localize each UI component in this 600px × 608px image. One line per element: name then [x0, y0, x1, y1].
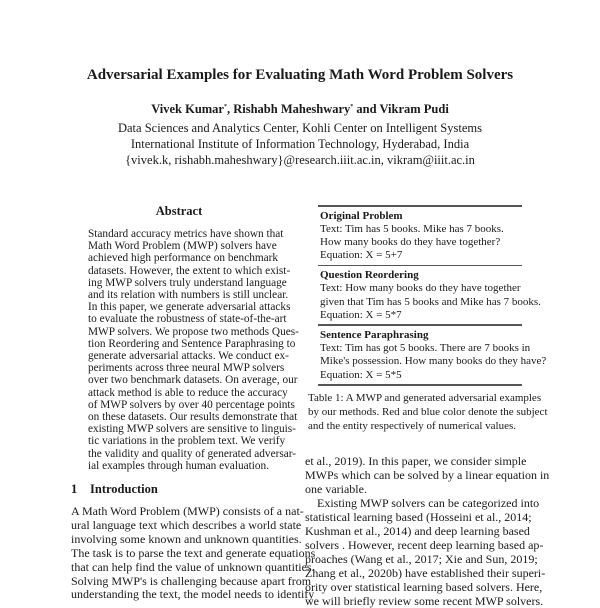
- paragraph-line: Solving MWP's is challenging because apart from: [71, 573, 312, 588]
- paragraph-line: Kushman et al., 2014) and deep learning based: [305, 524, 530, 538]
- introduction-body: [71, 504, 316, 602]
- author-mark: *: [223, 103, 227, 110]
- abstract-line: to evaluate the robustness of state-of-the-art: [88, 313, 287, 326]
- abstract-line: of MWP solvers by over 40 percentage points: [88, 398, 295, 411]
- table-equation: Equation: X = 5*5: [320, 368, 402, 381]
- paragraph-line: proaches (Wang et al., 2017; Xie and Sun, 2019;: [305, 552, 538, 566]
- example-table: [318, 205, 547, 386]
- paragraph-line: Existing MWP solvers can be categorized into: [317, 496, 540, 510]
- paragraph-line: solvers . However, recent deep learning based ap-: [305, 538, 544, 552]
- author-separator: ,: [226, 102, 234, 116]
- table-equation: Equation: X = 5+7: [320, 249, 403, 262]
- abstract-line: the validity and quality of generated adversar-: [88, 447, 297, 460]
- caption-line: and the entity respectively of numerical values.: [308, 420, 517, 432]
- abstract-line: ing MWP solvers truly understand language: [88, 276, 287, 289]
- table-text-line: How many books do they have together?: [320, 236, 501, 249]
- table-text-line: Text: Tim has 5 books. Mike has 7 books.: [320, 222, 504, 235]
- table-section-heading: Sentence Paraphrasing: [320, 328, 429, 341]
- table-rule: [318, 384, 522, 386]
- caption-line: by our methods. Red and blue color denote the subject: [308, 406, 548, 418]
- abstract-heading: Abstract: [155, 204, 203, 218]
- abstract-line: generate adversarial attacks. We conduct ex-: [88, 350, 289, 363]
- author-emails: {vivek.k, rishabh.maheshwary}@research.iiit.ac.in, vikram@iiit.ac.in: [125, 153, 475, 167]
- caption-line: Table 1: A MWP and generated adversarial examples: [308, 392, 542, 404]
- paragraph-line: that can help find the value of unknown quantities.: [71, 559, 315, 574]
- abstract-line: Math Word Problem (MWP) solvers have: [88, 240, 277, 253]
- paragraph-line: ority over statistical learning based solvers. Here,: [305, 580, 543, 594]
- abstract-body: [88, 228, 299, 472]
- right-column-body: [305, 454, 550, 608]
- paragraph-line: The task is to parse the text and generate equations: [71, 545, 316, 560]
- abstract-line: attack method is able to reduce the accuracy: [88, 386, 288, 399]
- abstract-line: In this paper, we generate adversarial attacks: [88, 301, 291, 314]
- abstract-line: tion Reordering and Sentence Paraphrasing to: [88, 337, 296, 350]
- paragraph-line: Zhang et al., 2020b) have established their superi-: [305, 566, 546, 580]
- author-name: Rishabh Maheshwary: [233, 102, 351, 116]
- paragraph-line: et al., 2019). In this paper, we consider simple: [305, 454, 527, 468]
- abstract-line: over two benchmark datasets. On average, our: [88, 374, 298, 387]
- paragraph-line: ural language text which describes a world state: [71, 517, 302, 532]
- paragraph-line: one variable.: [305, 482, 367, 496]
- paragraph-line: A Math Word Problem (MWP) consists of a nat-: [71, 504, 304, 518]
- table-text-line: Text: How many books do they have together: [320, 282, 521, 295]
- abstract-line: MWP solvers. We propose two methods Ques-: [88, 325, 299, 338]
- affiliation-line: International Institute of Information Technology, Hyderabad, India: [130, 137, 470, 151]
- section-heading-introduction: [71, 482, 158, 497]
- table-section: [318, 326, 547, 384]
- table-equation: Equation: X = 5*7: [320, 309, 402, 322]
- paragraph-line: MWPs which can be solved by a linear equation in: [305, 468, 550, 482]
- table-section-heading: Question Reordering: [320, 269, 419, 282]
- author-name: Vivek Kumar: [151, 102, 224, 116]
- paper-title: Adversarial Examples for Evaluating Math Word Problem Solvers: [86, 67, 514, 83]
- author-list: [0, 102, 600, 117]
- table-text-line: given that Tim has 5 books and Mike has 7 books.: [320, 295, 541, 308]
- paragraph-line: statistical learning based (Hosseini et al., 2014;: [305, 510, 532, 524]
- table-section-heading: Original Problem: [320, 209, 403, 222]
- table-text-line: Mike's possession. How many books do they have?: [320, 355, 547, 368]
- affiliation-line: Data Sciences and Analytics Center, Kohli Center on Intelligent Systems: [117, 121, 482, 135]
- table-section: [318, 207, 522, 265]
- abstract-line: ial examples through human evaluation.: [88, 459, 270, 472]
- abstract-line: achieved high performance on benchmark: [88, 252, 279, 265]
- abstract-line: tic variations in the problem text. We verify: [88, 435, 286, 448]
- author-name: Vikram Pudi: [379, 102, 449, 116]
- paragraph-line: involving some known and unknown quantities.: [71, 531, 302, 546]
- paragraph-line: we will briefly review some recent MWP solvers.: [305, 594, 544, 608]
- author-mark: *: [350, 103, 354, 110]
- table-caption: [308, 391, 548, 433]
- abstract-line: existing MWP solvers are sensitive to linguis-: [88, 423, 296, 436]
- abstract-line: Standard accuracy metrics have shown that: [88, 228, 284, 240]
- abstract-line: on these datasets. Our results demonstrate that: [88, 411, 298, 424]
- abstract-line: and its relation with numbers is still unclear.: [88, 289, 289, 302]
- abstract-line: datasets. However, the extent to which exist-: [88, 264, 291, 277]
- section-number: 1: [71, 482, 78, 496]
- abstract-line: periments across three neural MWP solvers: [88, 362, 285, 375]
- paragraph-line: understanding the text, the model needs to identify: [71, 587, 315, 602]
- table-text-line: Text: Tim has got 5 books. There are 7 books in: [320, 342, 531, 355]
- author-separator: and: [353, 102, 380, 116]
- table-section: [318, 266, 541, 324]
- section-title: Introduction: [90, 482, 158, 496]
